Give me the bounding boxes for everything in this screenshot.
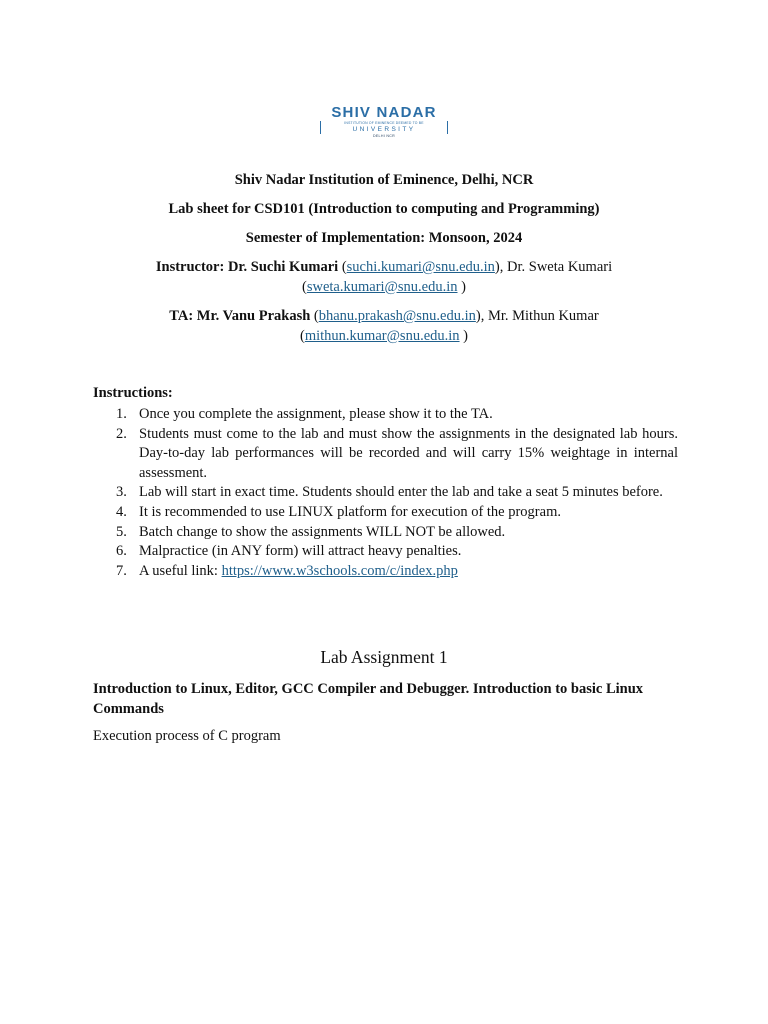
list-item-number: 4. <box>116 503 127 520</box>
ta2-paren-open: ( <box>299 327 305 344</box>
logo-city: DELHI NCR <box>372 134 396 138</box>
lab-sheet-title: Lab sheet for CSD101 (Introduction to computing and Programming) <box>168 201 600 217</box>
list-item <box>93 405 678 425</box>
ta-email-link[interactable]: bhanu.prakash@snu.edu.in <box>318 308 476 324</box>
list-item-text: Students must come to the lab and must show the assignments in the designated lab hours. Day-to-day lab performances will be recorded and will carry 15% weightage in internal assessment. <box>139 425 678 481</box>
execution-process-heading: Execution process of C program <box>93 728 281 744</box>
list-item-number: 5. <box>116 523 127 540</box>
list-item <box>93 483 678 503</box>
lab-assignment-subtitle: Introduction to Linux, Editor, GCC Compiler and Debugger. Introduction to basic Linux Commands <box>93 681 644 717</box>
list-item-number: 7. <box>116 562 127 579</box>
instructor-comma: ), <box>494 259 508 275</box>
instructor2-paren-open: ( <box>302 278 307 295</box>
list-item <box>93 425 678 484</box>
instructor2-paren-close: ) <box>457 278 466 295</box>
instructor-email-link[interactable]: suchi.kumari@snu.edu.in <box>346 259 495 275</box>
list-item-number: 2. <box>116 425 127 442</box>
logo-tagline: INSTITUTION OF EMINENCE DEEMED TO BE <box>320 121 448 126</box>
instructions-list <box>93 405 678 581</box>
logo-name: SHIV NADAR <box>331 104 437 121</box>
lab-assignment-title: Lab Assignment 1 <box>320 647 448 667</box>
list-item-text: Lab will start in exact time. Students should enter the lab and take a seat 5 minutes before. <box>139 484 663 501</box>
list-item-number: 3. <box>116 484 127 501</box>
list-item-text: Once you complete the assignment, please show it to the TA. <box>139 406 493 422</box>
list-item <box>93 523 678 543</box>
instructor-paren-open: ( <box>341 259 347 275</box>
ta2-paren-close: ) <box>459 327 469 344</box>
ta-label: TA: Mr. Vanu Prakash <box>169 308 311 324</box>
list-item-text: Malpractice (in ANY form) will attract heavy penalties. <box>139 543 462 560</box>
list-item <box>93 503 678 523</box>
list-item-number: 1. <box>116 406 127 422</box>
list-item-text: It is recommended to use LINUX platform for execution of the program. <box>139 503 561 520</box>
institution-title: Shiv Nadar Institution of Eminence, Delhi, NCR <box>234 172 534 188</box>
instructor2-name: Dr. Sweta Kumari <box>507 259 613 275</box>
ta2-name: Mr. Mithun Kumar <box>487 308 599 324</box>
instructor2-email-link[interactable]: sweta.kumari@snu.edu.in <box>306 278 458 295</box>
ta-paren-open: ( <box>313 308 319 324</box>
semester-line: Semester of Implementation: Monsoon, 2024 <box>245 230 523 246</box>
list-item-number: 6. <box>116 543 127 560</box>
list-item-text: Batch change to show the assignments WILL NOT be allowed. <box>139 523 506 540</box>
list-item-text: A useful link: <box>139 562 222 579</box>
list-item <box>93 542 678 562</box>
instructions-heading: Instructions: <box>93 385 173 401</box>
ta2-email-link[interactable]: mithun.kumar@snu.edu.in <box>304 327 460 344</box>
instructor-label: Instructor: Dr. Suchi Kumari <box>155 259 339 275</box>
instructor-block <box>0 258 768 297</box>
ta-comma: ), <box>475 308 488 324</box>
university-logo <box>312 104 456 144</box>
list-item <box>93 562 678 582</box>
logo-university: UNIVERSITY <box>320 126 448 134</box>
w3schools-link[interactable]: https://www.w3schools.com/c/index.php <box>221 562 458 579</box>
ta-block <box>0 307 768 346</box>
